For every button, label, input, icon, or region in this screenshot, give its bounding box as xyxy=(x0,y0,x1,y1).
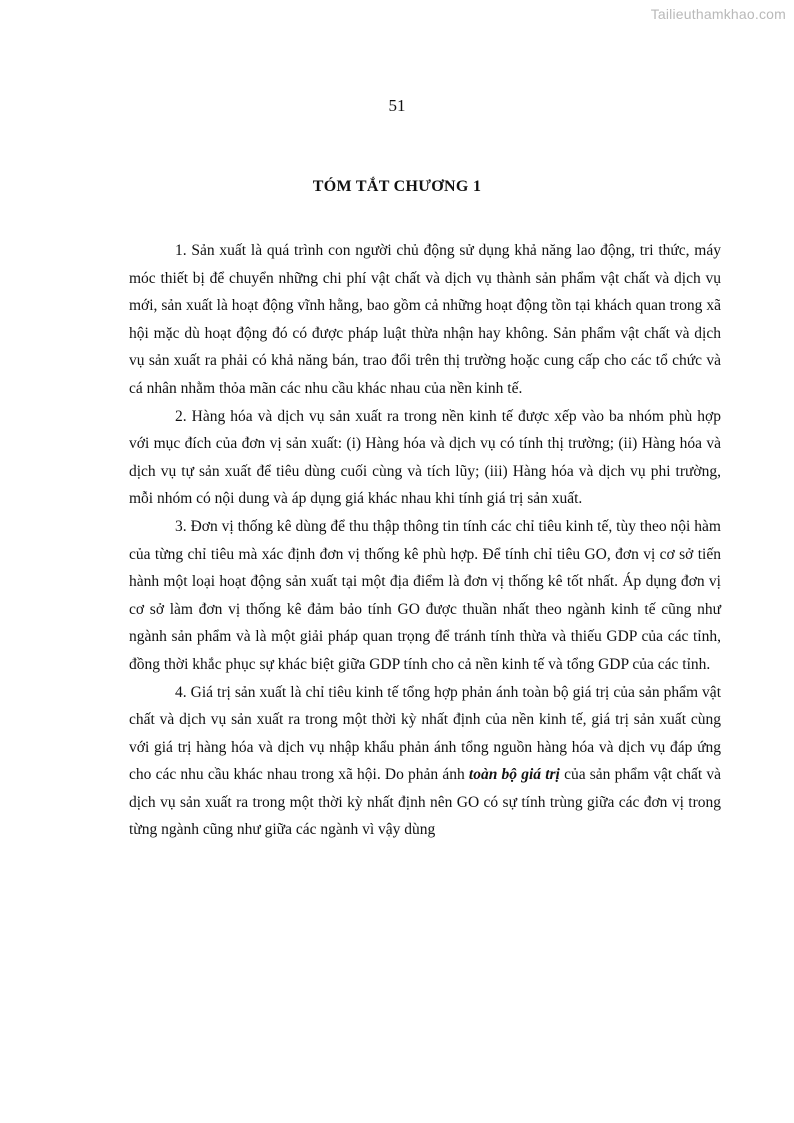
chapter-title: TÓM TẮT CHƯƠNG 1 xyxy=(312,178,482,195)
summary-paragraph-4 xyxy=(129,679,721,845)
paragraph-4-text-end: của sản phẩm vật chất và dịch vụ sản xuất ra trong một thời kỳ nhất định nên GO có sự tính trùng giữa các đơn vị trong từng ngành cũng như giữa các ngành vì vậy dùng xyxy=(129,766,721,839)
page-number: 51 xyxy=(388,96,406,115)
paragraph-4-emphasis: toàn bộ giá trị xyxy=(468,766,560,784)
watermark-text: Tailieuthamkhao.com xyxy=(650,6,786,22)
summary-paragraph-1: 1. Sản xuất là quá trình con người chủ động sử dụng khả năng lao động, tri thức, máy móc thiết bị để chuyển những chi phí vật chất và dịch vụ thành sản phẩm vật chất và dịch vụ mới, sản xuất là hoạt động vĩnh hằng, bao gồm cả những hoạt động tồn tại khách quan trong xã hội mặc dù hoạt động đó có được pháp luật thừa nhận hay không. Sản phẩm vật chất và dịch vụ sản xuất ra phải có khả năng bán, trao đổi trên thị trường hoặc cung cấp cho các tổ chức và cá nhân nhằm thỏa mãn các nhu cầu khác nhau của nền kinh tế. xyxy=(129,242,721,397)
chapter-summary-body xyxy=(129,237,721,844)
paragraph-4-text-start: 4. Giá trị sản xuất là chỉ tiêu kinh tế tổng hợp phản ánh toàn bộ giá trị của sản phẩm vật chất và dịch vụ sản xuất ra trong một thời kỳ nhất định của nền kinh tế, giá trị sản xuất cùng với giá trị hàng hóa và dịch vụ nhập khẩu phản ánh tổng nguồn hàng hóa và dịch vụ đáp ứng cho các nhu cầu khác nhau trong xã hội. Do phản ánh xyxy=(129,683,721,784)
summary-paragraph-2: 2. Hàng hóa và dịch vụ sản xuất ra trong nền kinh tế được xếp vào ba nhóm phù hợp với mục đích của đơn vị sản xuất: (i) Hàng hóa và dịch vụ có tính thị trường; (ii) Hàng hóa và dịch vụ tự sản xuất để tiêu dùng cuối cùng và tích lũy; (iii) Hàng hóa và dịch vụ phi trường, mỗi nhóm có nội dung và áp dụng giá khác nhau khi tính giá trị sản xuất. xyxy=(129,407,721,508)
summary-paragraph-3: 3. Đơn vị thống kê dùng để thu thập thông tin tính các chỉ tiêu kinh tế, tùy theo nội hàm của từng chỉ tiêu mà xác định đơn vị thống kê phù hợp. Để tính chỉ tiêu GO, đơn vị cơ sở tiến hành một loại hoạt động sản xuất tại một địa điểm là đơn vị thống kê tốt nhất. Áp dụng đơn vị cơ sở làm đơn vị thống kê đảm bảo tính GO được thuần nhất theo ngành kinh tế cũng như ngành sản phẩm và là một giải pháp quan trọng để tránh tính thừa và thiếu GDP của các tỉnh, đồng thời khắc phục sự khác biệt giữa GDP tính cho cả nền kinh tế và tổng GDP của các tỉnh. xyxy=(129,517,721,673)
